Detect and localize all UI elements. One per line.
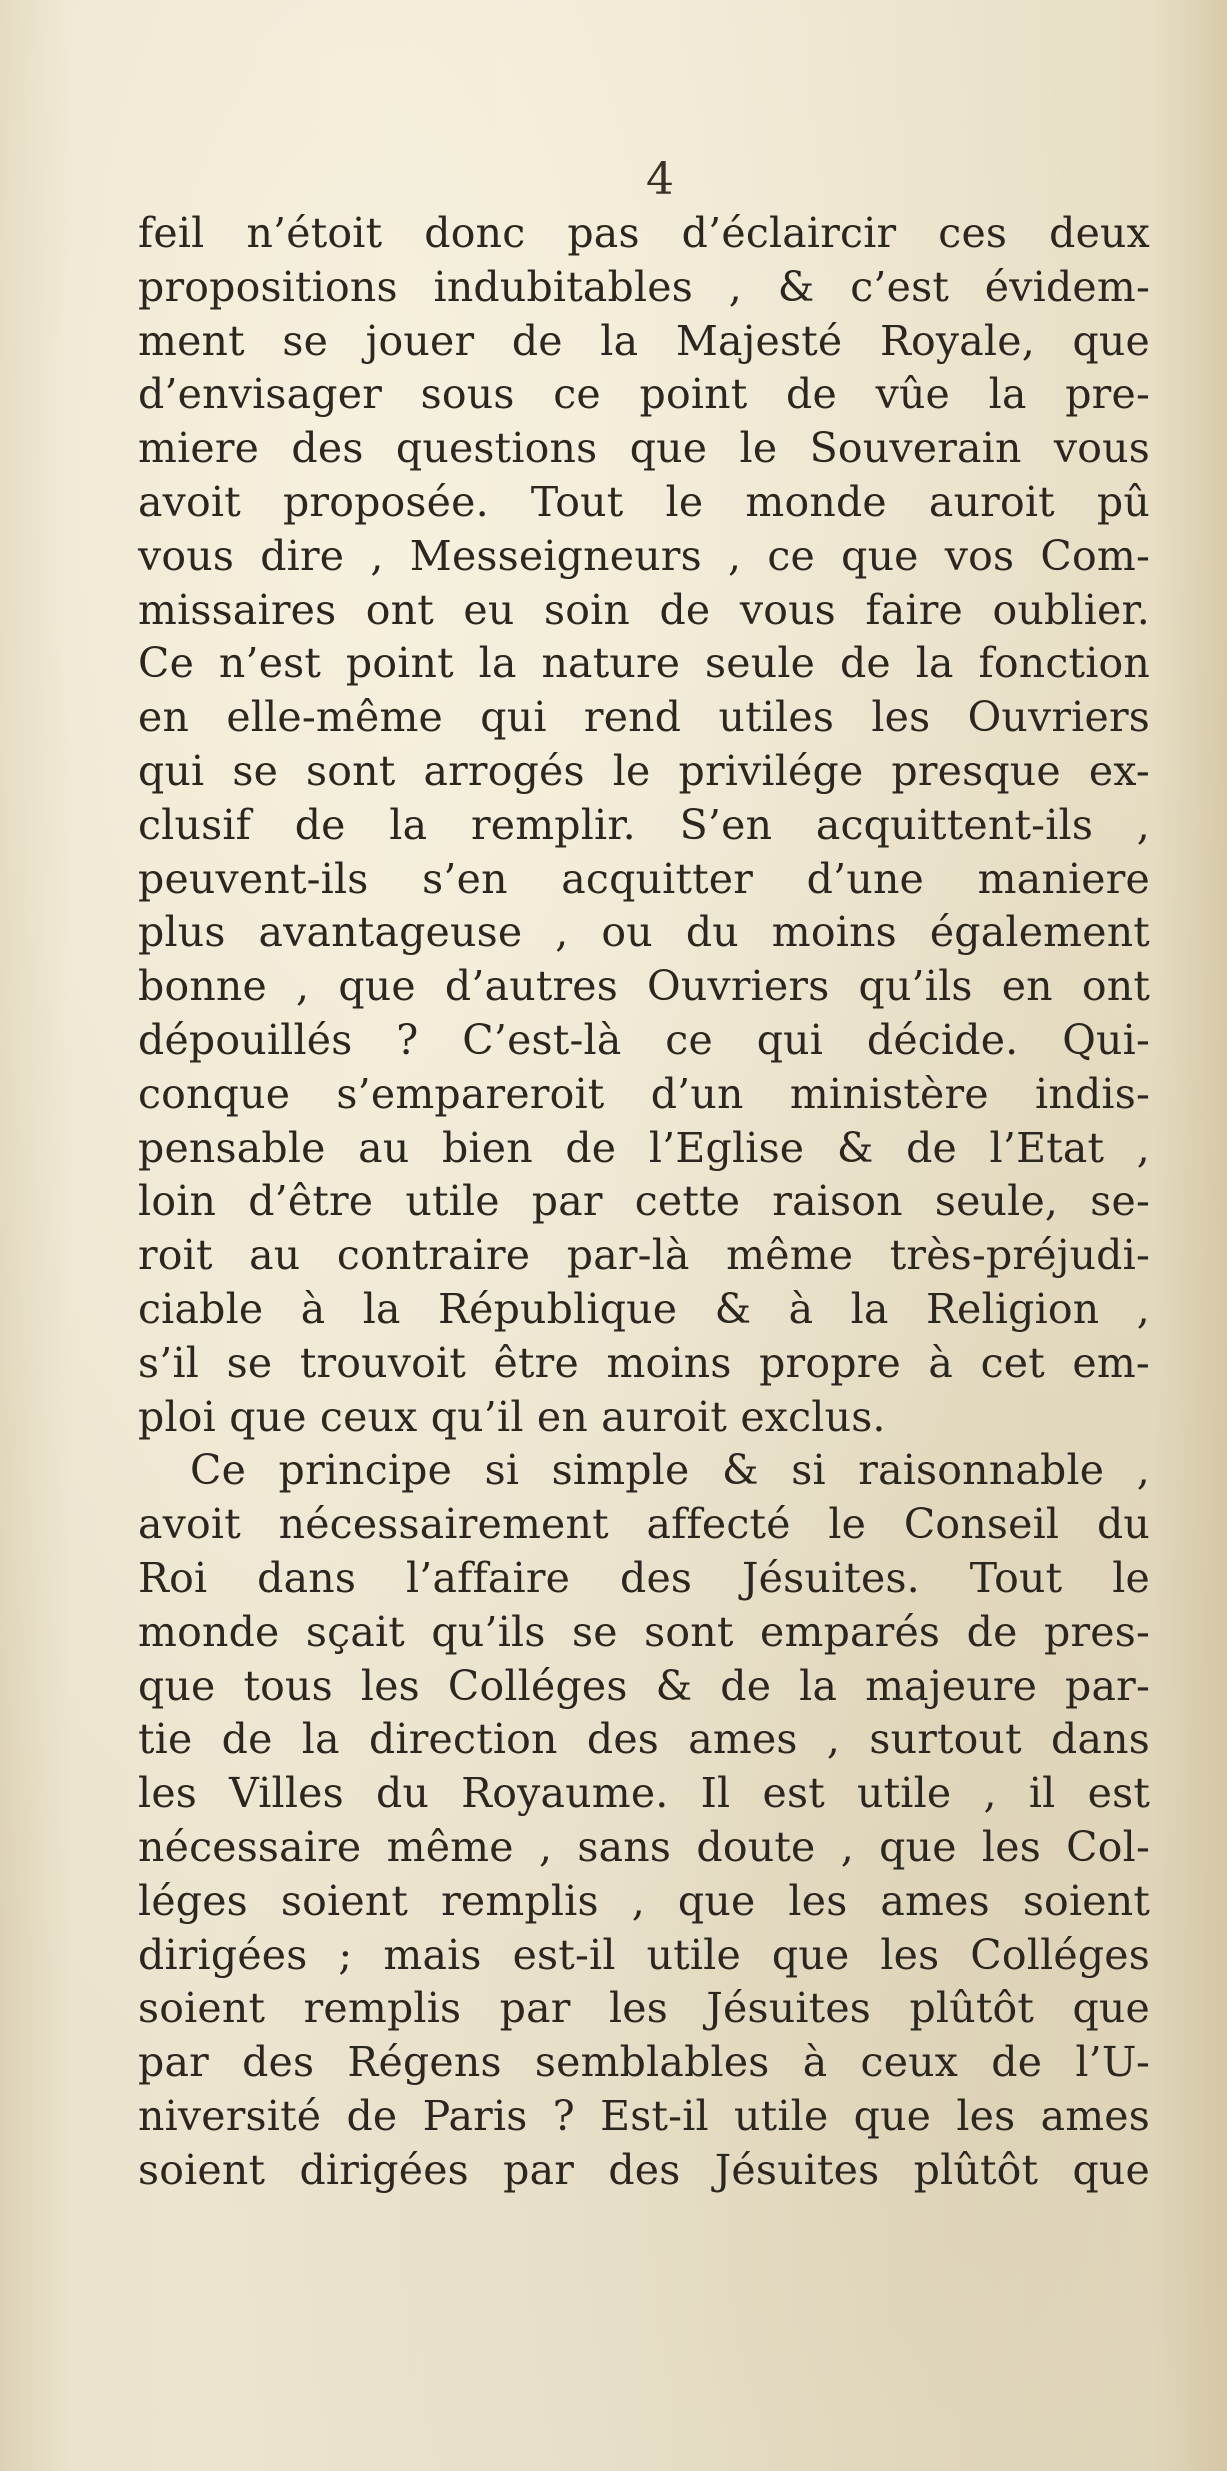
text-line: miere des questions que le Souverain vous (138, 424, 1150, 473)
text-line: niversité de Paris ? Est-il utile que les ames (138, 2091, 1150, 2140)
text-line: en elle-même qui rend utiles les Ouvriers (138, 693, 1150, 742)
text-line: feil n’étoit donc pas d’éclaircir ces deux (138, 209, 1150, 257)
text-line: monde sçait qu’ils se sont emparés de pres- (138, 1607, 1150, 1656)
text-line: peuvent-ils s’en acquitter d’une maniere (138, 854, 1150, 903)
page-number: 4 (646, 154, 674, 205)
text-line: les Villes du Royaume. Il est utile , il est (138, 1769, 1150, 1818)
text-line: clusif de la remplir. S’en acquittent-ils , (138, 800, 1150, 849)
text-line: Roi dans l’affaire des Jésuites. Tout le (138, 1553, 1150, 1602)
text-line: soient dirigées par des Jésuites plûtôt que (138, 2145, 1150, 2194)
text-line: soient remplis par les Jésuites plûtôt que (138, 1984, 1150, 2033)
text-line: missaires ont eu soin de vous faire oublier. (138, 585, 1150, 634)
text-line: nécessaire même , sans doute , que les Col- (138, 1822, 1150, 1871)
text-line: dirigées ; mais est-il utile que les Colléges (138, 1930, 1150, 1979)
text-line: avoit nécessairement affecté le Conseil du (138, 1500, 1150, 1549)
text-line: roit au contraire par-là même très-préjudi- (138, 1231, 1150, 1280)
text-line: Ce principe si simple & si raisonnable , (190, 1446, 1150, 1495)
text-line: Ce n’est point la nature seule de la fonction (138, 639, 1150, 688)
text-line: vous dire , Messeigneurs , ce que vos Com- (138, 531, 1150, 580)
text-line: bonne , que d’autres Ouvriers qu’ils en ont (138, 962, 1150, 1011)
text-line: plus avantageuse , ou du moins également (138, 908, 1150, 957)
text-line: que tous les Colléges & de la majeure par- (138, 1661, 1150, 1710)
text-line: tie de la direction des ames , surtout dans (138, 1715, 1150, 1764)
text-line: pensable au bien de l’Eglise & de l’Etat , (138, 1123, 1150, 1172)
text-line: ciable à la République & à la Religion , (138, 1284, 1150, 1333)
text-line: d’envisager sous ce point de vûe la pre- (138, 370, 1150, 419)
text-line: léges soient remplis , que les ames soient (138, 1876, 1150, 1925)
text-line: propositions indubitables , & c’est évidem- (138, 262, 1150, 311)
text-line: ment se jouer de la Majesté Royale, que (138, 316, 1150, 365)
body-text (138, 207, 1150, 2197)
text-line: loin d’être utile par cette raison seule, se- (138, 1177, 1150, 1226)
text-line: conque s’empareroit d’un ministère indis- (138, 1069, 1150, 1118)
text-line: dépouillés ? C’est-là ce qui décide. Qui- (138, 1015, 1150, 1064)
text-line: s’il se trouvoit être moins propre à cet em- (138, 1338, 1150, 1387)
text-line: par des Régens semblables à ceux de l’U- (138, 2038, 1150, 2087)
text-line: avoit proposée. Tout le monde auroit pû (138, 477, 1150, 526)
text-line: qui se sont arrogés le privilége presque ex- (138, 746, 1150, 795)
text-line: ploi que ceux qu’il en auroit exclus. (138, 1392, 886, 1441)
